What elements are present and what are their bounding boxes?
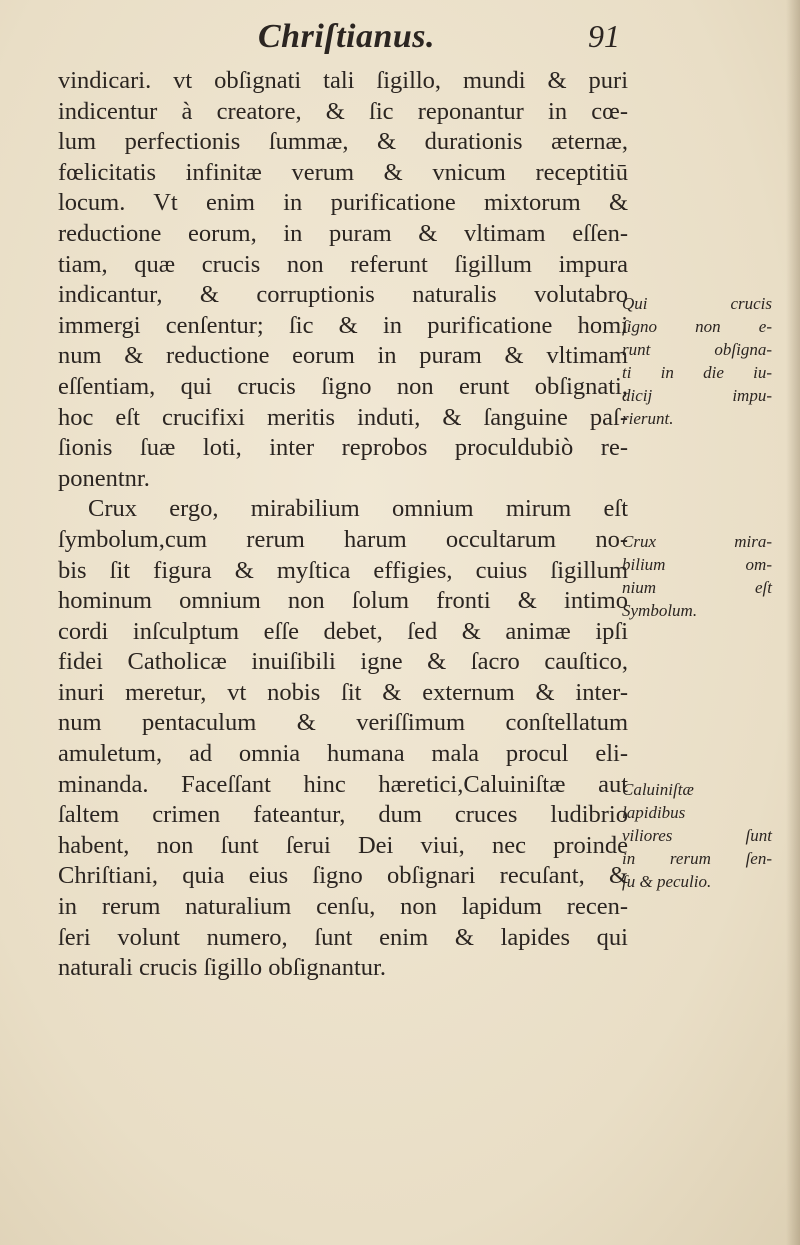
text-line: ſionis ſuæ loti, inter reprobos proculdubiò re-: [58, 434, 628, 462]
note-line: Caluiniſtæ: [622, 780, 694, 799]
running-title: Chriſtianus.: [258, 18, 436, 55]
text-line: num & reductione eorum in puram & vltimam: [58, 342, 628, 370]
note-line: Symbolum.: [622, 601, 698, 620]
text-line: indicentur à creatore, & ſic reponantur in cœ-: [58, 97, 628, 125]
text-line: indicantur, & corruptionis naturalis volutabro: [58, 281, 628, 309]
text-line: Crux ergo, mirabilium omnium mirum eſt: [88, 495, 628, 523]
text-line: ſeri volunt numero, ſunt enim & lapides qui: [58, 923, 628, 951]
note-line: nium eſt: [622, 578, 772, 597]
page-header: [0, 14, 800, 66]
note-line: ſigno non e-: [622, 317, 772, 336]
note-line: lapidibus: [622, 803, 686, 822]
text-line: fœlicitatis infinitæ verum & vnicum receptitiū: [58, 158, 628, 186]
text-line: ſymbolum,cum rerum harum occultarum no-: [58, 525, 628, 553]
text-line: fidei Catholicæ inuiſibili igne & ſacro cauſtico,: [58, 648, 628, 676]
text-line: tiam, quæ crucis non referunt ſigillum impura: [58, 250, 628, 278]
text-line: locum. Vt enim in purificatione mixtorum &: [58, 189, 628, 217]
text-line: minanda. Faceſſant hinc hæretici,Caluiniſtæ aut: [58, 770, 628, 798]
note-line: rierunt.: [622, 409, 674, 428]
text-line: num pentaculum & veriſſimum conſtellatum: [58, 709, 628, 737]
text-line: Chriſtiani, quia eius ſigno obſignari recuſant, &: [58, 862, 628, 890]
note-line: Qui crucis: [622, 294, 772, 313]
main-text: [58, 66, 628, 984]
margin-note-calvinists: [622, 778, 772, 893]
text-line: lum perfectionis ſummæ, & durationis æternæ,: [58, 128, 628, 156]
text-line: ponentnr.: [58, 464, 150, 492]
text-line: amuletum, ad omnia humana mala procul eli-: [58, 740, 628, 768]
text-line: reductione eorum, in puram & vltimam eſſen-: [58, 219, 628, 247]
note-line: Crux mira-: [622, 532, 772, 551]
margin-note-cross-symbol: [622, 530, 772, 622]
note-line: in rerum ſen-: [622, 849, 772, 868]
note-line: bilium om-: [622, 555, 772, 574]
margin-note-last-judgment: [622, 292, 772, 430]
text-line: cordi inſculptum eſſe debet, ſed & animæ ipſi: [58, 617, 628, 645]
text-line: immergi cenſentur; ſic & in purificatione homi: [58, 311, 628, 339]
text-line: eſſentiam, qui crucis ſigno non erunt obſignati,: [58, 372, 628, 400]
text-line: hominum omnium non ſolum fronti & intimo: [58, 587, 628, 615]
note-line: ti in die iu-: [622, 363, 772, 382]
text-line: inuri meretur, vt nobis ſit & externum & inter-: [58, 678, 628, 706]
note-line: viliores ſunt: [622, 826, 772, 845]
note-line: ſu & peculio.: [622, 872, 712, 891]
page-edge-shadow: [786, 0, 800, 1245]
text-line: in rerum naturalium cenſu, non lapidum recen-: [58, 893, 628, 921]
note-line: runt obſigna-: [622, 340, 772, 359]
text-line: hoc eſt crucifixi meritis induti, & ſanguine paſ-: [58, 403, 628, 431]
text-line: bis ſit figura & myſtica effigies, cuius ſigillum: [58, 556, 628, 584]
text-line: naturali crucis ſigillo obſignantur.: [58, 954, 386, 982]
text-line: ſaltem crimen fateantur, dum cruces ludibrio: [58, 801, 628, 829]
text-line: habent, non ſunt ſerui Dei viui, nec proinde: [58, 831, 628, 859]
text-line: vindicari. vt obſignati tali ſigillo, mundi & puri: [58, 67, 628, 94]
note-line: dicij impu-: [622, 386, 772, 405]
page-number: 91: [588, 18, 620, 54]
